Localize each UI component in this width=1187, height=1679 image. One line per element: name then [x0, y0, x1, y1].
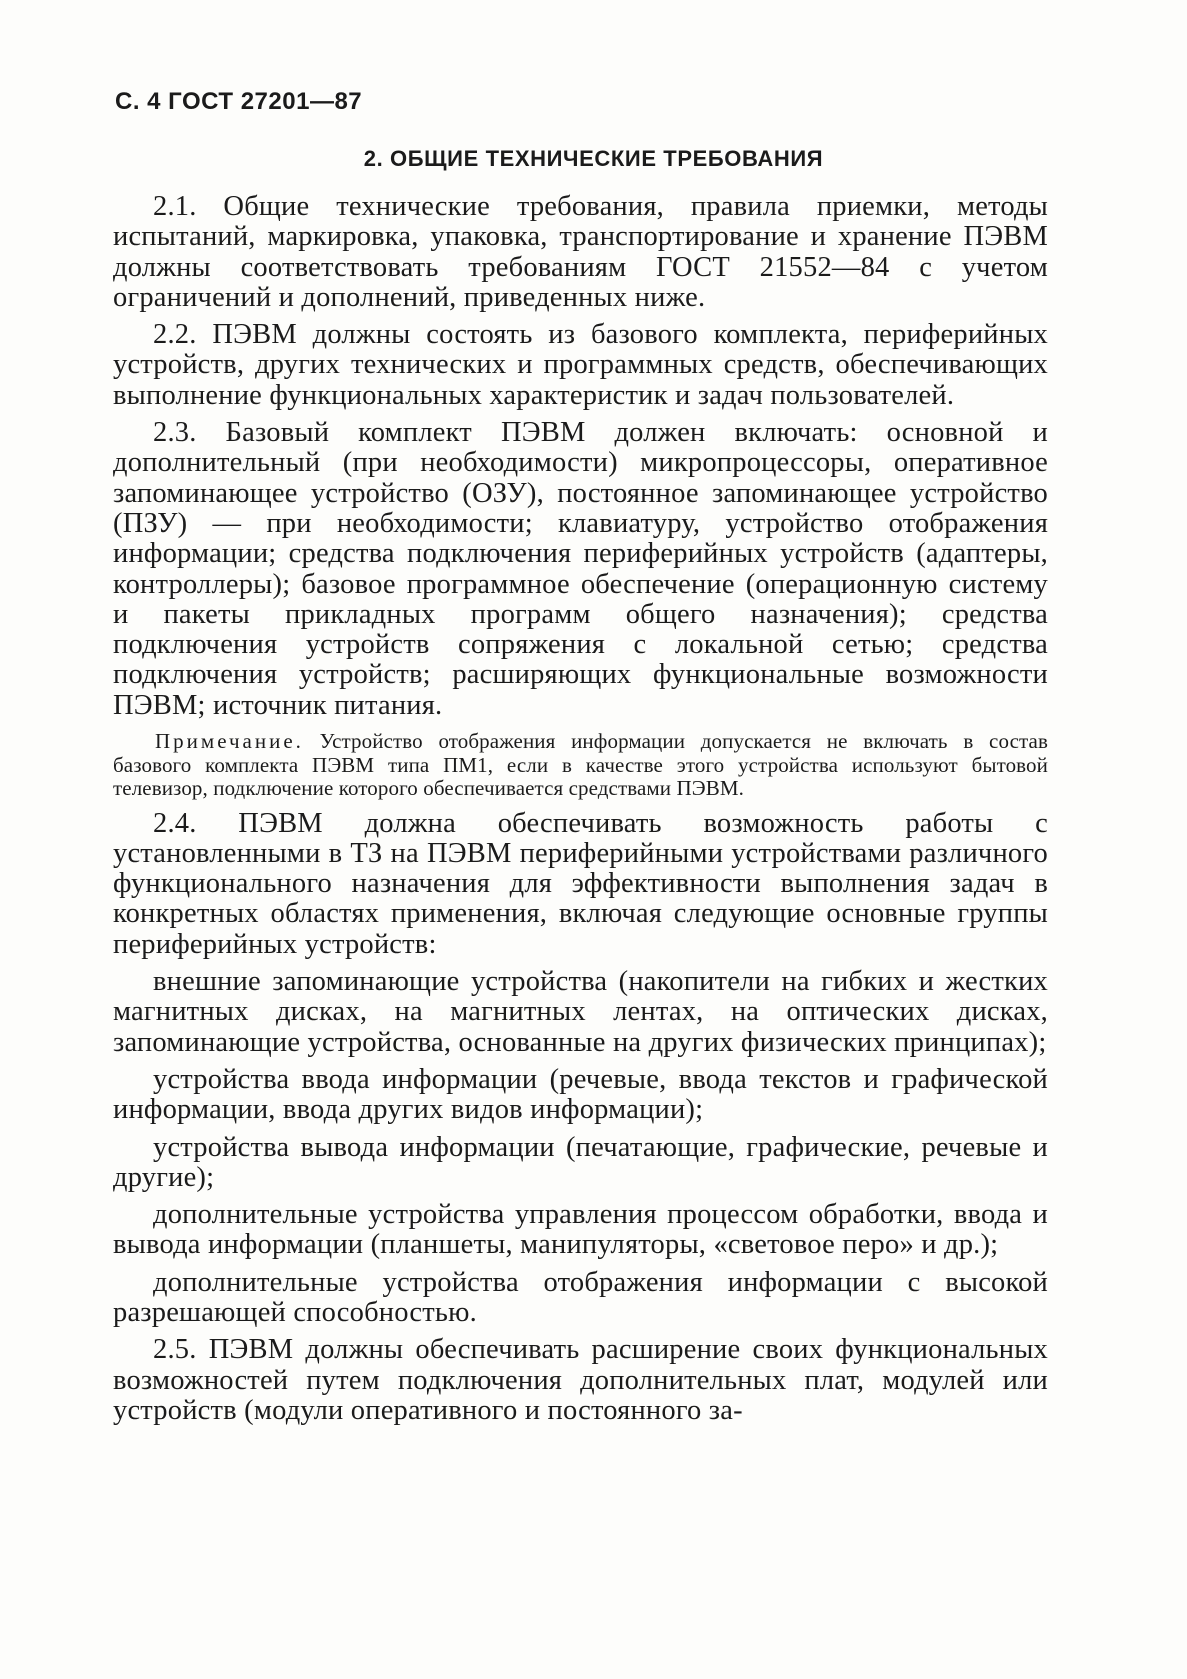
- list-item-storage: внешние запоминающие устройства (накопители на гибких и жестких магнитных дисках, на магнитных лентах, на оптических дисках, запоминающие устройства, основанные на других физических принципах);: [113, 966, 1048, 1058]
- note-label: Примечание.: [155, 729, 304, 754]
- note-text: Устройство отображения информации допускается не включать в состав базового комплекта ПЭВМ типа ПМ1, если в качестве этого устройства используют бытовой телевизор, подключение которого обеспечивается средствами ПЭВМ.: [113, 729, 1048, 801]
- document-body: [113, 192, 1048, 1426]
- list-item-display: дополнительные устройства отображения информации с высокой разрешающей способностью.: [113, 1266, 1048, 1328]
- list-item-control: дополнительные устройства управления процессом обработки, ввода и вывода информации (планшеты, манипуляторы, «световое перо» и др.);: [113, 1199, 1048, 1261]
- section-title: 2. ОБЩИЕ ТЕХНИЧЕСКИЕ ТРЕБОВАНИЯ: [363, 146, 824, 171]
- paragraph-2-2: 2.2. ПЭВМ должны состоять из базового комплекта, периферийных устройств, других технических и программных средств, обеспечивающих выполнение функциональных характеристик и задач пользователей.: [113, 319, 1048, 411]
- list-item-input: устройства ввода информации (речевые, ввода текстов и графической информации, ввода других видов информации);: [113, 1063, 1048, 1126]
- paragraph-2-1: 2.1. Общие технические требования, правила приемки, методы испытаний, маркировка, упаковка, транспортирование и хранение ПЭВМ должны соответствовать требованиям ГОСТ 21552—84 с учетом ограничений и дополнений, приведенных ниже.: [113, 191, 1048, 313]
- note-paragraph: [113, 730, 1048, 801]
- paragraph-2-3: 2.3. Базовый комплект ПЭВМ должен включать: основной и дополнительный (при необходимости) микропроцессоры, оперативное запоминающее устройство (ОЗУ), постоянное запоминающее устройство (ПЗУ) — при необходимости; клавиатуру, устройство отображения информации; средства подключения периферийных устройств (адаптеры, контроллеры); базовое программное обеспечение (операционную систему и пакеты прикладных программ общего назначения); средства подключения устройств сопряжения с локальной сетью; средства подключения устройств; расширяющих функциональные возможности ПЭВМ; источник питания.: [113, 417, 1048, 721]
- list-item-output: устройства вывода информации (печатающие, графические, речевые и другие);: [113, 1131, 1048, 1193]
- paragraph-2-5: 2.5. ПЭВМ должны обеспечивать расширение своих функциональных возможностей путем подключения дополнительных плат, модулей или устройств (модули оперативного и постоянного за-: [113, 1334, 1048, 1426]
- page-header: С. 4 ГОСТ 27201—87: [115, 88, 363, 115]
- paragraph-2-4: 2.4. ПЭВМ должна обеспечивать возможность работы с установленными в ТЗ на ПЭВМ периферийными устройствами различного функционального назначения для эффективности выполнения задач в конкретных областях применения, включая следующие основные группы периферийных устройств:: [113, 807, 1048, 960]
